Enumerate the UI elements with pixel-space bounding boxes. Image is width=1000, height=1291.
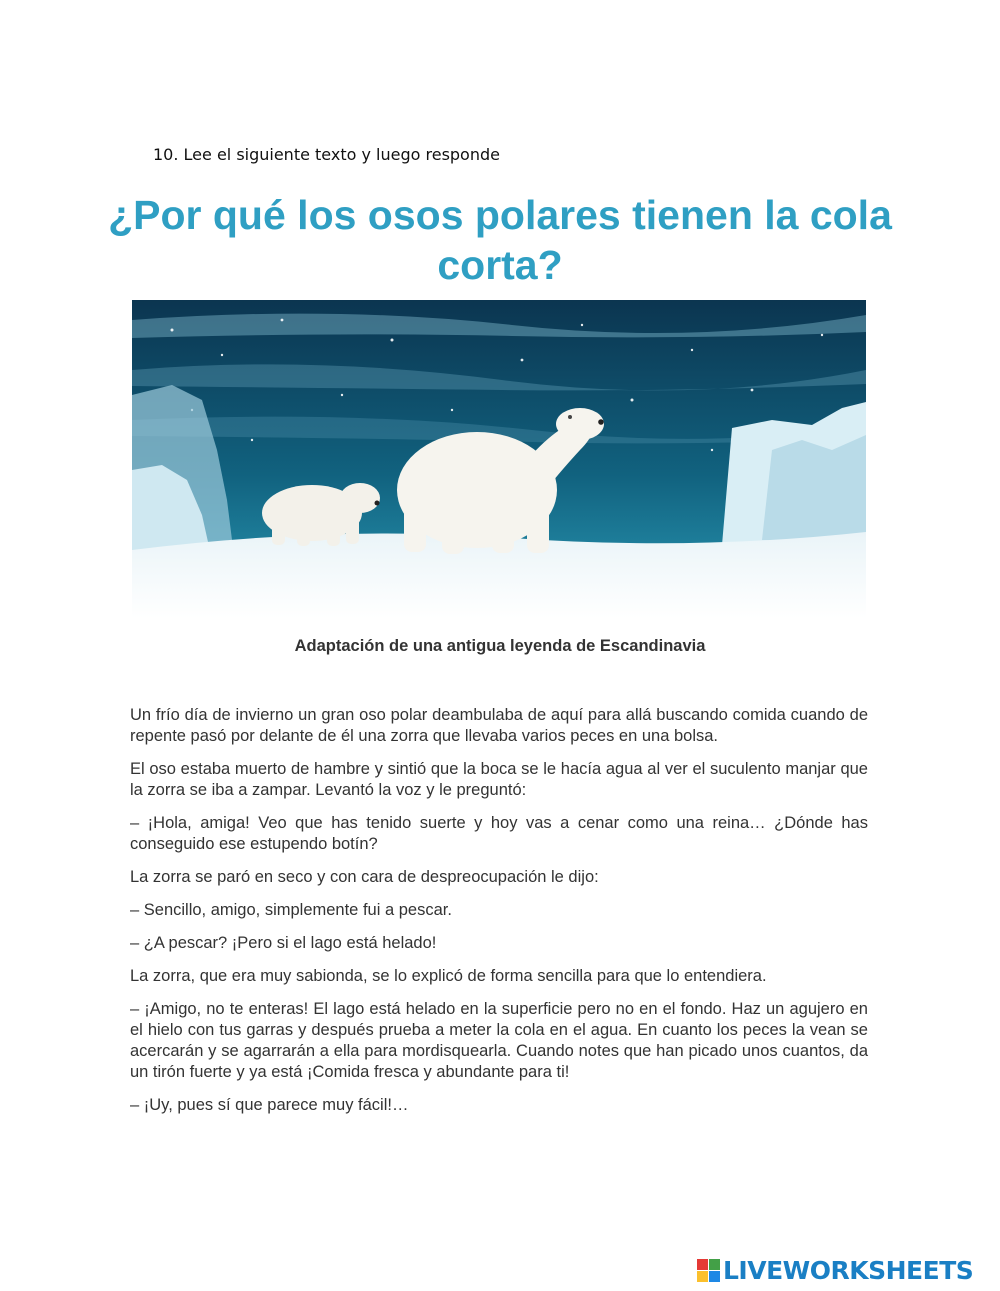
polar-bears-illustration xyxy=(132,300,866,618)
story-paragraph: El oso estaba muerto de hambre y sintió que la boca se le hacía agua al ver el suculento manjar que la zorra se iba a zampar. Levantó la voz y le preguntó: xyxy=(130,760,868,799)
story-paragraph: – ¡Uy, pues sí que parece muy fácil!… xyxy=(130,1096,409,1114)
logo-wordmark: LIVEWORKSHEETS xyxy=(723,1256,974,1285)
story-paragraph: Un frío día de invierno un gran oso polar deambulaba de aquí para allá buscando comida cuando de repente pasó por delante de él una zorra que llevaba varios peces en una bolsa. xyxy=(130,706,868,745)
logo-block xyxy=(697,1259,708,1270)
logo-blocks-icon xyxy=(697,1259,720,1282)
story-paragraph: – ¿A pescar? ¡Pero si el lago está helado! xyxy=(130,934,437,952)
story-paragraph: – Sencillo, amigo, simplemente fui a pescar. xyxy=(130,901,452,919)
story-title: ¿Por qué los osos polares tienen la cola corta? xyxy=(108,192,892,288)
story-paragraph: – ¡Hola, amiga! Veo que has tenido suerte y hoy vas a cenar como una reina… ¿Dónde has conseguido ese estupendo botín? xyxy=(130,814,868,853)
story-paragraph: La zorra se paró en seco y con cara de despreocupación le dijo: xyxy=(130,868,599,886)
story-paragraph: – ¡Amigo, no te enteras! El lago está helado en la superficie pero no en el fondo. Haz un agujero en el hielo con tus garras y después prueba a meter la cola en el agua. En cuanto los peces la vean se acercarán y se agarrarán a ella para mordisquearla. Cuando notes que han picado unos cuantos, da un tirón fuerte y ya está ¡Comida fresca y abundante para ti! xyxy=(130,1000,868,1081)
logo-block xyxy=(697,1271,708,1282)
story-paragraph: La zorra, que era muy sabionda, se lo explicó de forma sencilla para que lo entendiera. xyxy=(130,967,767,985)
liveworksheets-logo xyxy=(697,1256,973,1285)
story-body xyxy=(130,705,868,1128)
logo-block xyxy=(709,1259,720,1270)
story-caption: Adaptación de una antigua leyenda de Escandinavia xyxy=(294,637,706,655)
logo-block xyxy=(709,1271,720,1282)
exercise-instruction: 10. Lee el siguiente texto y luego responde xyxy=(153,145,500,164)
